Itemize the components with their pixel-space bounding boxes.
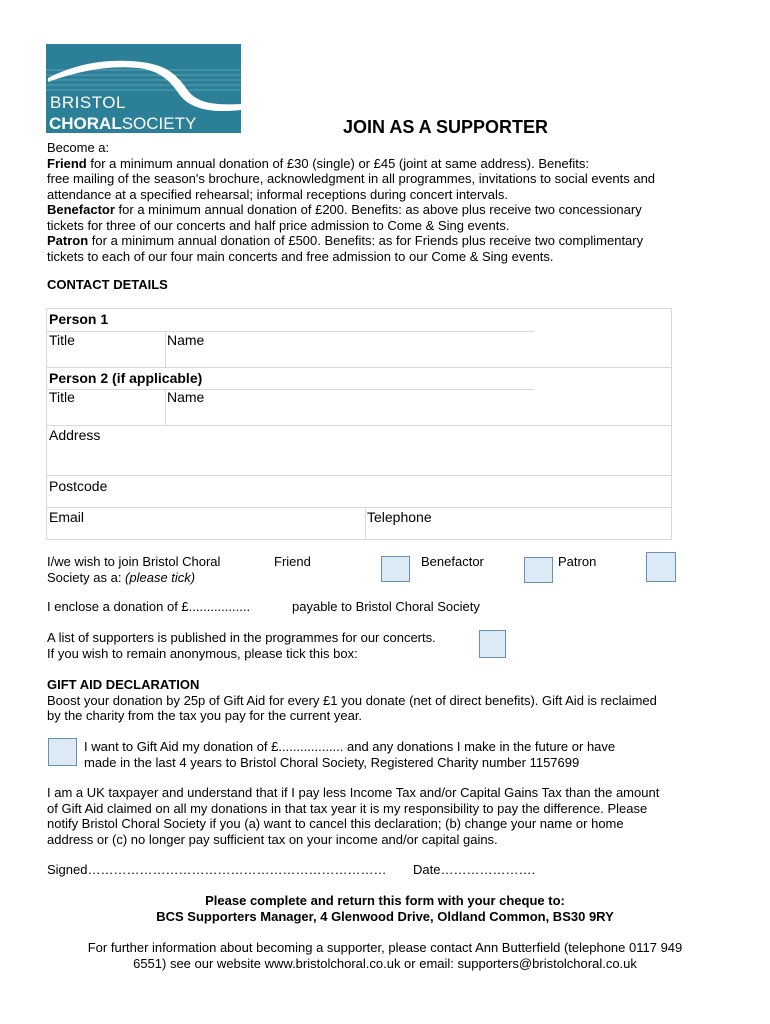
friend-label: Friend <box>47 155 87 171</box>
gift-aid-heading: GIFT AID DECLARATION <box>47 677 200 692</box>
benefactor-description <box>47 202 655 218</box>
person2-name-field[interactable]: Name <box>167 389 205 405</box>
payable-to-text: payable to Bristol Choral Society <box>292 599 480 614</box>
join-line1: I/we wish to join Bristol Choral <box>47 554 221 569</box>
friend-text: for a minimum annual donation of £30 (single) or £45 (joint at same address). Benefits: <box>86 155 589 171</box>
benefactor-checkbox[interactable] <box>524 557 553 583</box>
further-line1: For further information about becoming a supporter, please contact Ann Butterfield (telephone 0117 949 <box>87 940 683 955</box>
please-tick: (please tick) <box>125 569 196 585</box>
address-field[interactable]: Address <box>49 427 101 443</box>
benefactor-text: for a minimum annual donation of £200. Benefits: as above plus receive two concessionary <box>114 202 642 217</box>
tax-line4: address or (c) no longer pay sufficient tax on your income and/or capital gains. <box>47 831 498 847</box>
gift-aid-line2: by the charity from the tax you pay for the current year. <box>47 708 363 723</box>
telephone-field[interactable]: Telephone <box>367 509 432 525</box>
donation-amount-field[interactable]: I enclose a donation of £................. <box>47 599 251 614</box>
taxpayer-statement <box>47 785 659 847</box>
anonymous-line2: If you wish to remain anonymous, please tick this box: <box>47 645 358 661</box>
become-a: Become a: <box>47 140 110 155</box>
patron-description <box>47 233 655 249</box>
friend-line2: free mailing of the season's brochure, acknowledgment in all programmes, invitations to social events and <box>47 171 656 186</box>
logo-text-society: SOCIETY <box>121 114 197 133</box>
contact-details-table <box>46 308 672 540</box>
bristol-choral-society-logo <box>46 44 241 133</box>
logo-text-choral: CHORAL <box>49 114 122 133</box>
logo-text-bristol: BRISTOL <box>50 93 126 112</box>
friend-checkbox[interactable] <box>381 556 410 582</box>
gift-aid-want-line1: I want to Gift Aid my donation of £.................. and any donations I make in the future or have <box>84 739 616 754</box>
person1-heading: Person 1 <box>49 311 109 327</box>
tax-line1: I am a UK taxpayer and understand that if I pay less Income Tax and/or Capital Gains Tax than the amount <box>47 785 660 800</box>
benefactor-option-label: Benefactor <box>421 554 484 569</box>
gift-aid-section <box>47 677 657 724</box>
friend-line3: attendance at a specified rehearsal; informal receptions during concert intervals. <box>47 186 509 202</box>
tax-line3: notify Bristol Choral Society if you (a) want to cancel this declaration; (b) change your name or home <box>47 816 624 831</box>
person2-heading: Person 2 (if applicable) <box>49 370 203 386</box>
benefactor-label: Benefactor <box>47 202 115 217</box>
person2-title-field[interactable]: Title <box>49 389 75 405</box>
person1-title-field[interactable]: Title <box>49 332 75 348</box>
friend-description <box>47 156 655 172</box>
return-instructions <box>0 893 770 924</box>
intro-text <box>47 140 655 264</box>
anonymous-line1: A list of supporters is published in the programmes for our concerts. <box>47 630 436 645</box>
gift-aid-line1: Boost your donation by 25p of Gift Aid for every £1 you donate (net of direct benefits). Gift Aid is reclaimed <box>47 692 657 708</box>
logo-text-choral-society <box>49 114 196 133</box>
email-field[interactable]: Email <box>49 509 85 525</box>
friend-option-label: Friend <box>274 554 311 569</box>
patron-label: Patron <box>47 233 89 248</box>
join-as-text <box>47 554 220 585</box>
signature-field[interactable]: Signed…………………………………………………………… <box>47 862 387 877</box>
return-line1: Please complete and return this form with your cheque to: <box>205 893 565 908</box>
gift-aid-checkbox[interactable] <box>48 738 77 766</box>
person1-name-field[interactable]: Name <box>167 332 205 348</box>
further-information <box>0 940 770 971</box>
patron-option-label: Patron <box>558 554 597 569</box>
anonymous-checkbox[interactable] <box>479 630 506 658</box>
patron-checkbox[interactable] <box>646 552 676 582</box>
patron-text: for a minimum annual donation of £500. Benefits: as for Friends plus receive two complimentary <box>88 233 644 248</box>
gift-aid-want-line2: made in the last 4 years to Bristol Choral Society, Registered Charity number 1157699 <box>84 754 580 770</box>
return-address: BCS Supporters Manager, 4 Glenwood Drive, Oldland Common, BS30 9RY <box>156 908 614 924</box>
benefactor-line2: tickets for three of our concerts and half price admission to Come & Sing events. <box>47 217 510 233</box>
date-field[interactable]: Date…………………. <box>413 862 536 877</box>
further-line2: 6551) see our website www.bristolchoral.co.uk or email: supporters@bristolchoral.co.uk <box>133 955 637 971</box>
postcode-field[interactable]: Postcode <box>49 478 108 494</box>
tax-line2: of Gift Aid claimed on all my donations in that tax year it is my responsibility to pay the difference. Please <box>47 800 648 816</box>
contact-details-heading: CONTACT DETAILS <box>47 277 168 292</box>
page-title: JOIN AS A SUPPORTER <box>343 117 549 137</box>
patron-line2: tickets to each of our four main concerts and free admission to our Come & Sing events. <box>47 248 554 264</box>
join-society-as: Society as a: <box>47 569 126 585</box>
anonymous-text <box>47 630 436 661</box>
join-line2 <box>47 570 220 586</box>
gift-aid-declaration-text <box>84 739 615 770</box>
